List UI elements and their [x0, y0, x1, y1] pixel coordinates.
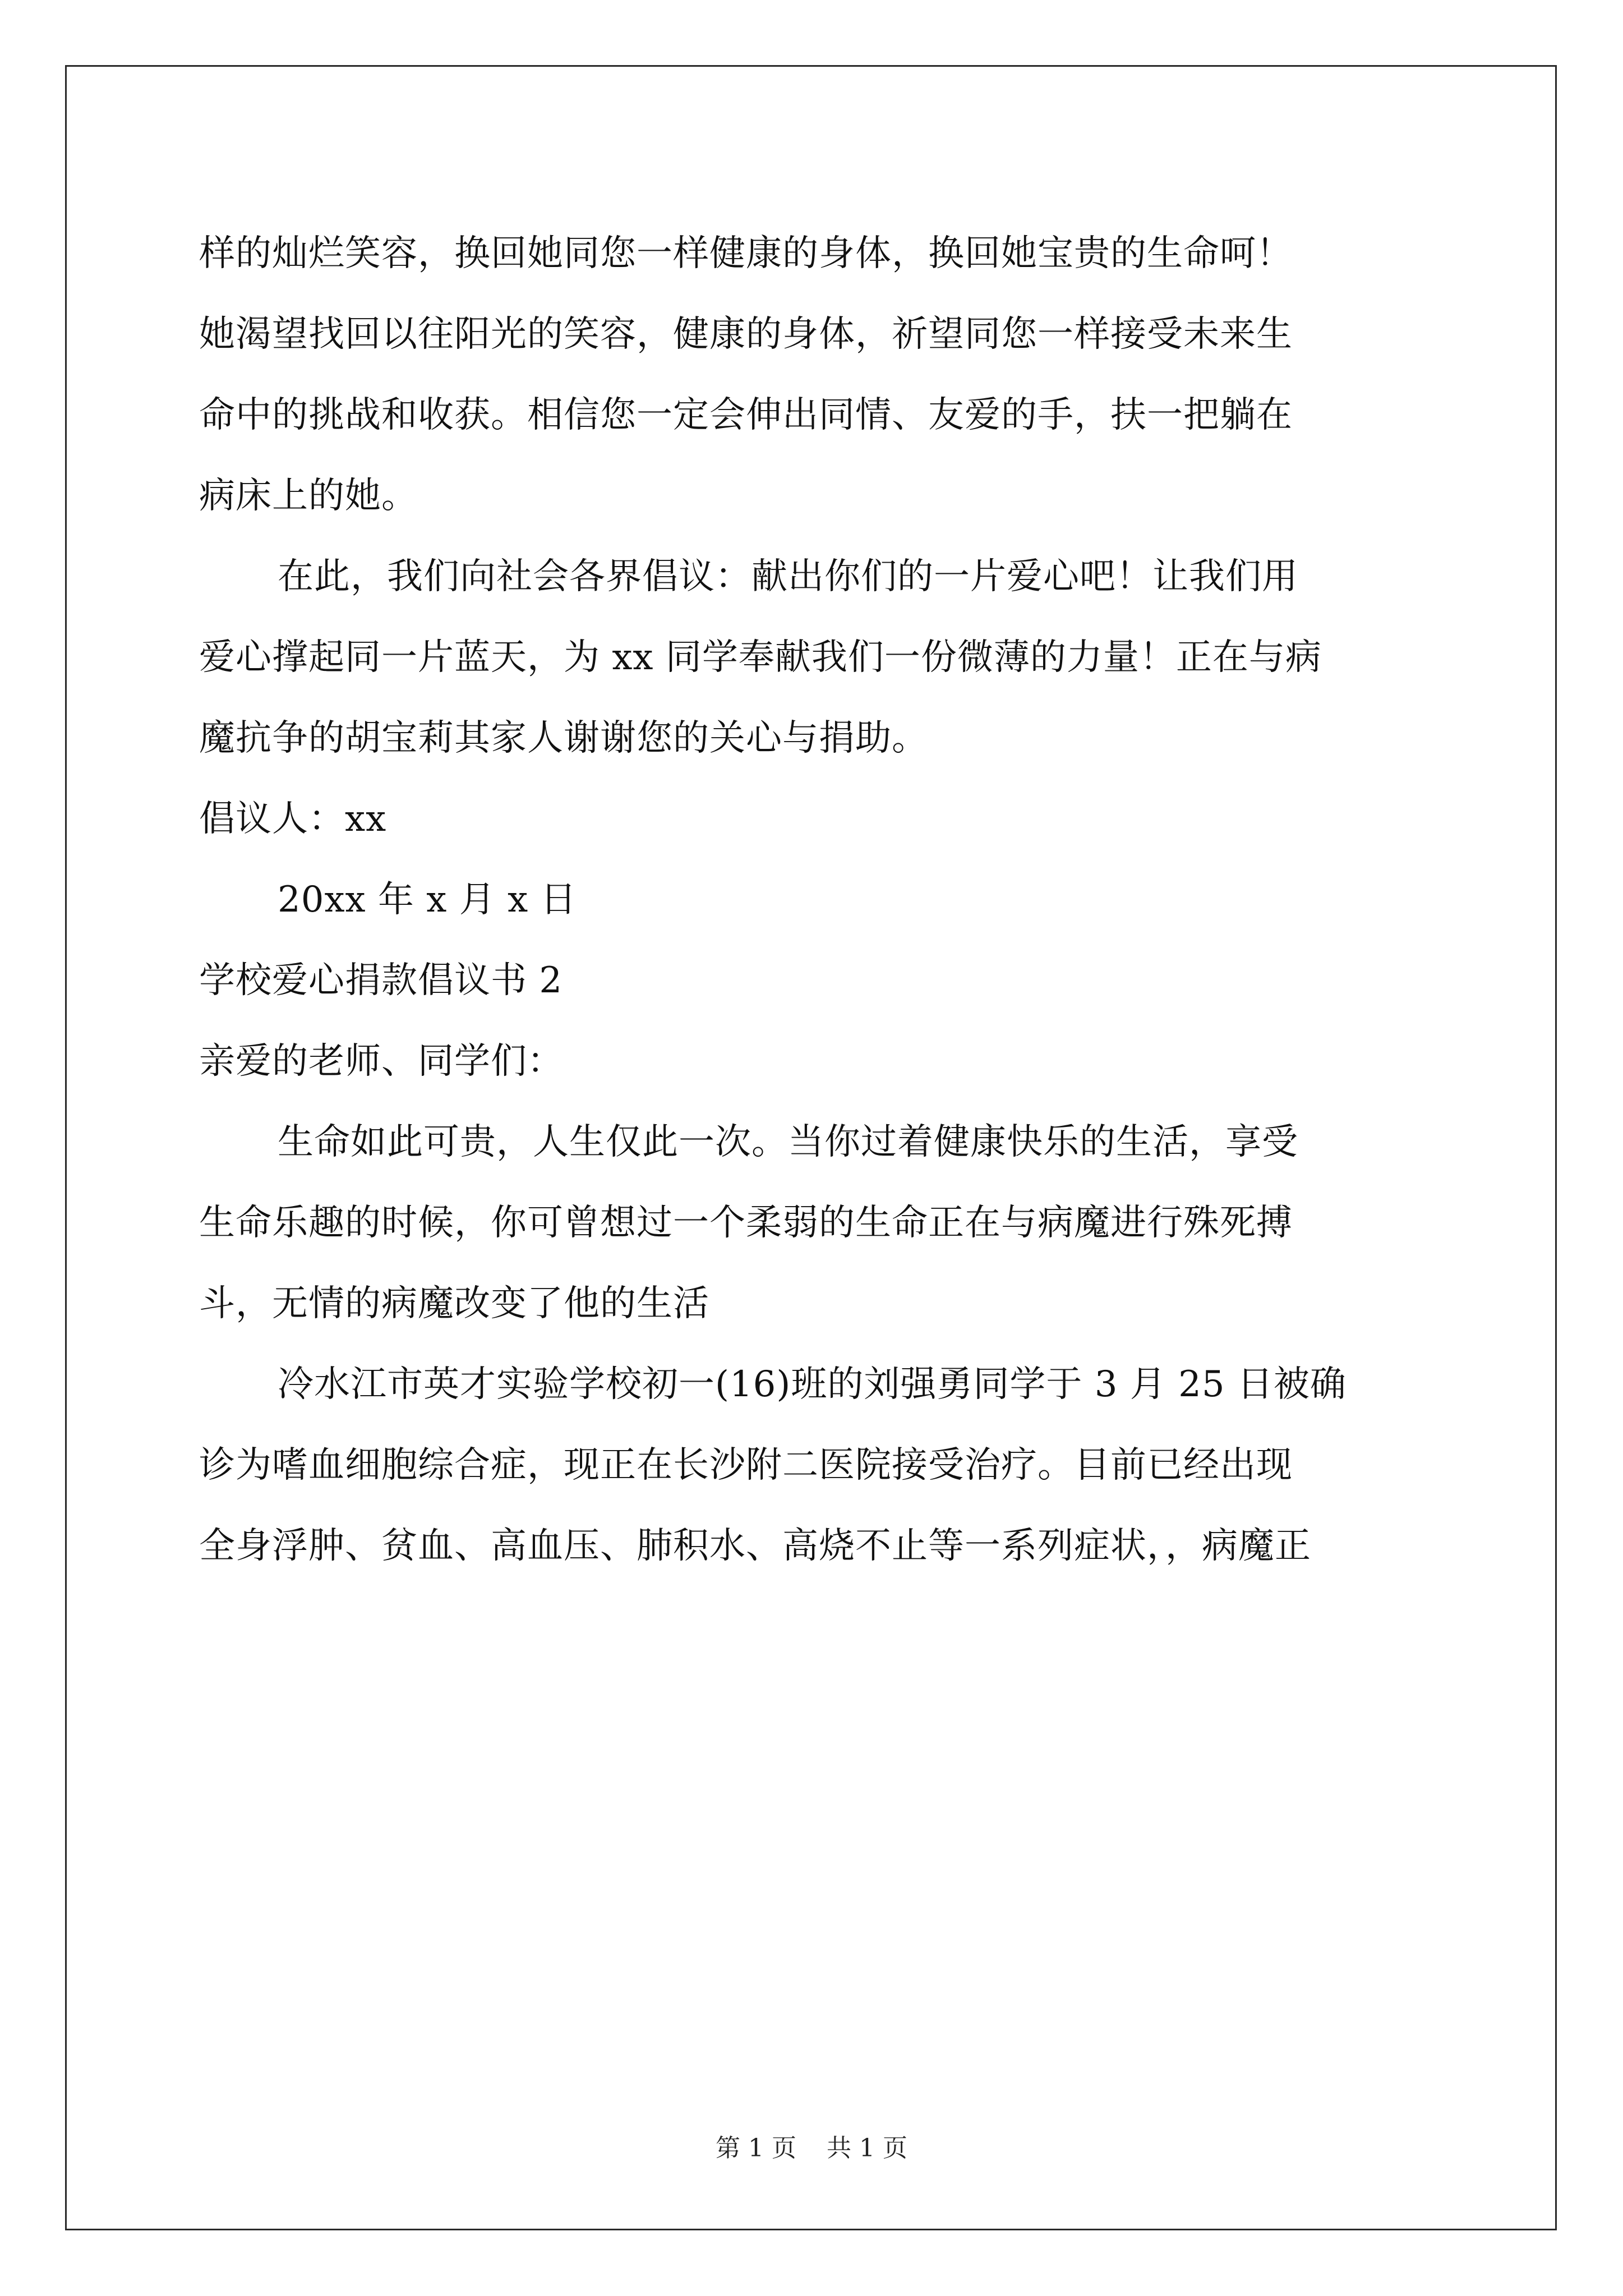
paragraph-start-line: 冷水江市英才实验学校初一(16)班的刘强勇同学于 3 月 25 日被确	[278, 1364, 1347, 1405]
text-line: 爱心撑起同一片蓝天，为 xx 同学奉献我们一份微薄的力量！正在与病	[199, 637, 1322, 678]
text-line: 样的灿烂笑容，换回她同您一样健康的身体，换回她宝贵的生命呵！	[199, 233, 1293, 274]
page-footer	[0, 2132, 1623, 2165]
text-line: 她渴望找回以往阳光的笑容，健康的身体，祈望同您一样接受未来生	[199, 314, 1293, 355]
paragraph-start-line: 生命如此可贵，人生仅此一次。当你过着健康快乐的生活，享受	[278, 1121, 1298, 1163]
signatory-line: 倡议人：xx	[199, 798, 387, 840]
text-line: 生命乐趣的时候，你可曾想过一个柔弱的生命正在与病魔进行殊死搏	[199, 1202, 1293, 1244]
page-number: 第 1 页	[716, 2134, 796, 2162]
document-body	[199, 213, 1433, 1586]
paragraph-start-line: 在此，我们向社会各界倡议：献出你们的一片爱心吧！让我们用	[278, 556, 1298, 597]
section-title: 学校爱心捐款倡议书 2	[199, 960, 563, 1001]
salutation-line: 亲爱的老师、同学们：	[199, 1041, 564, 1082]
date-line: 20xx 年 x 月 x 日	[278, 879, 577, 921]
text-line: 诊为嗜血细胞综合症，现正在长沙附二医院接受治疗。目前已经出现	[199, 1444, 1293, 1486]
page-total: 共 1 页	[827, 2134, 907, 2162]
text-line: 命中的挑战和收获。相信您一定会伸出同情、友爱的手，扶一把躺在	[199, 394, 1293, 436]
text-line: 病床上的她。	[199, 475, 418, 517]
text-line: 全身浮肿、贫血、高血压、肺积水、高烧不止等一系列症状，，病魔正	[199, 1525, 1311, 1567]
text-line: 斗，无情的病魔改变了他的生活	[199, 1283, 709, 1324]
text-line: 魔抗争的胡宝莉其家人谢谢您的关心与捐助。	[199, 717, 928, 759]
